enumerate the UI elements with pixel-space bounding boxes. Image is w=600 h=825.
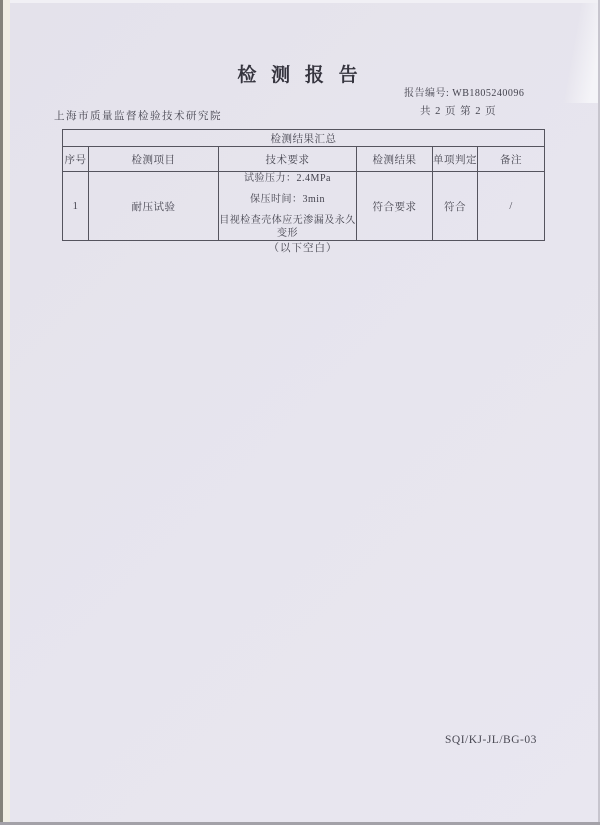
column-header-result: 检测结果: [357, 147, 433, 172]
requirement-line: 保压时间：3min: [249, 194, 326, 205]
cell-test-result: 符合要求: [357, 172, 433, 241]
requirement-line: 目视检查壳体应无渗漏及永久变形: [219, 215, 356, 239]
page-count-info: 共 2 页 第 2 页: [420, 106, 497, 117]
cell-serial-no: 1: [63, 172, 89, 241]
cell-remark: /: [478, 172, 545, 241]
below-blank-note: （以下空白）: [268, 243, 338, 254]
cell-test-item: 耐压试验: [89, 172, 219, 241]
test-result-table: [62, 129, 545, 241]
paper-corner-highlight: [558, 3, 598, 103]
column-header-no: 序号: [63, 147, 89, 172]
table-title: 检测结果汇总: [63, 130, 545, 147]
report-number-value: WB1805240096: [452, 88, 525, 99]
report-number-line: [404, 84, 524, 99]
column-header-requirement: 技术要求: [219, 147, 357, 172]
table-header-row: [63, 147, 545, 172]
table-title-row: [63, 130, 545, 147]
table-row: [63, 172, 545, 241]
column-header-judgment: 单项判定: [433, 147, 478, 172]
cell-technical-requirements: [219, 172, 357, 241]
scan-edge-top: [10, 0, 600, 3]
document-form-code: SQI/KJ-JL/BG-03: [445, 734, 537, 746]
document-title: 检 测 报 告: [237, 65, 363, 86]
column-header-item: 检测项目: [89, 147, 219, 172]
column-header-remark: 备注: [478, 147, 545, 172]
requirement-line: 试验压力：2.4MPa: [244, 173, 331, 184]
organization-name: 上海市质量监督检验技术研究院: [54, 111, 222, 122]
report-number-label: 报告编号:: [404, 88, 450, 99]
scan-edge-left-cream: [3, 0, 10, 825]
cell-judgment: 符合: [433, 172, 478, 241]
